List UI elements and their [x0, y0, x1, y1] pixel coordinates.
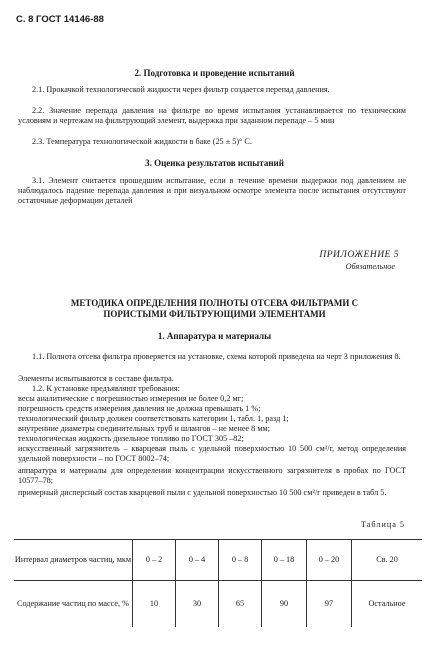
page-header: С. 8 ГОСТ 14146-88 — [16, 14, 104, 25]
paragraph-contaminant: искусственный загрязнитель – кварцевая пыль с удельной поверхностью 10 500 см²/г, метод определения удельной поверхности – по ГОСТ 8002–74; — [18, 444, 406, 463]
table-header-cell: 0 – 18 — [262, 540, 307, 581]
table-header-cell: 0 – 4 — [176, 540, 219, 581]
body-line-3: весы аналитические с погрешностью измерения не более 0,2 мг; — [18, 394, 244, 403]
table-cell: 65 — [219, 581, 262, 628]
table-header-row — [14, 540, 422, 581]
table-cell: 97 — [307, 581, 352, 628]
table-cell: Содержание частиц по массе, % — [17, 599, 129, 608]
table-label: Таблица 5 — [360, 520, 405, 529]
table-header-cell: 0 – 20 — [307, 540, 352, 581]
paragraph-2-1: 2.1. Прокачкой технологической жидкости через фильтр создается перепад давления. — [32, 85, 330, 94]
appendix-status: Обязательное — [345, 262, 395, 271]
body-line-5: технологический фильтр должен соответствовать категории 1, табл. 1, разд 1; — [18, 414, 289, 423]
body-line-1: Элементы испытываются в составе фильтра. — [18, 374, 174, 383]
paragraph-2-3: 2.3. Температура технологической жидкости в баке (25 ± 5)° С. — [32, 137, 252, 146]
body-line-6: внутренние диаметры соединительных труб и шлангов – не менее 8 мм; — [18, 424, 270, 433]
paragraph-2-2: 2.2. Значение перепада давления на фильтре во время испытания устанавливается по техническим условиям и чертежам на фильтрующий элемент, выдержка при заданном перепаде – 5 мин — [18, 106, 406, 125]
table-header-cell: Св. 20 — [352, 540, 423, 581]
table-header-cell: 0 – 2 — [133, 540, 176, 581]
table-header-cell: 0 – 8 — [219, 540, 262, 581]
table-cell: 10 — [133, 581, 176, 628]
body-line-7: технологическая жидкость дизельное топливо по ГОСТ 305 –82; — [18, 434, 244, 443]
table-cell: Остальное — [352, 581, 423, 628]
paragraph-apparatus: аппаратура и материалы для определения концентрации искусственного загрязнителя в пробах по ГОСТ 10577–78; — [18, 466, 406, 485]
particle-size-table — [14, 540, 422, 627]
section-3-heading: 3. Оценка результатов испытаний — [145, 158, 284, 168]
table-row — [14, 581, 422, 628]
body-line-4: погрешность средств измерения давления не должна превышать 1 %; — [18, 404, 261, 413]
table-header-cell: Интервал диаметров частиц, мкм — [14, 540, 133, 581]
section-2-heading: 2. Подготовка и проведение испытаний — [134, 68, 295, 78]
paragraph-1-1: 1.1. Полнота отсева фильтра проверяется на установке, схема которой приведена на черт 3 приложения 8. — [32, 352, 401, 361]
table-cell: 90 — [262, 581, 307, 628]
paragraph-3-1: 3.1. Элемент считается прошедшим испытание, если в течение времени выдержки под давлением не наблюдалось падение перепада давления и при визуальном осмотре элемента после испытания отсутствуют остаточные деформации деталей — [18, 176, 406, 205]
appendix-title-line-1: МЕТОДИКА ОПРЕДЕЛЕНИЯ ПОЛНОТЫ ОТСЕВА ФИЛЬТРАМИ С — [70, 298, 359, 308]
paragraph-disperse: примерный дисперсный состав кварцевой пыли с удельной поверхностью 10 500 см²/г приведен в табл 5. — [18, 488, 387, 497]
body-line-2: 1.2. К установке предъявляют требования: — [32, 384, 180, 393]
appendix-subtitle: 1. Аппаратура и материалы — [157, 331, 272, 341]
appendix-label: ПРИЛОЖЕНИЕ 5 — [319, 250, 399, 260]
appendix-title-line-2: ПОРИСТЫМИ ФИЛЬТРУЮЩИМИ ЭЛЕМЕНТАМИ — [103, 309, 326, 319]
table-cell: 30 — [176, 581, 219, 628]
